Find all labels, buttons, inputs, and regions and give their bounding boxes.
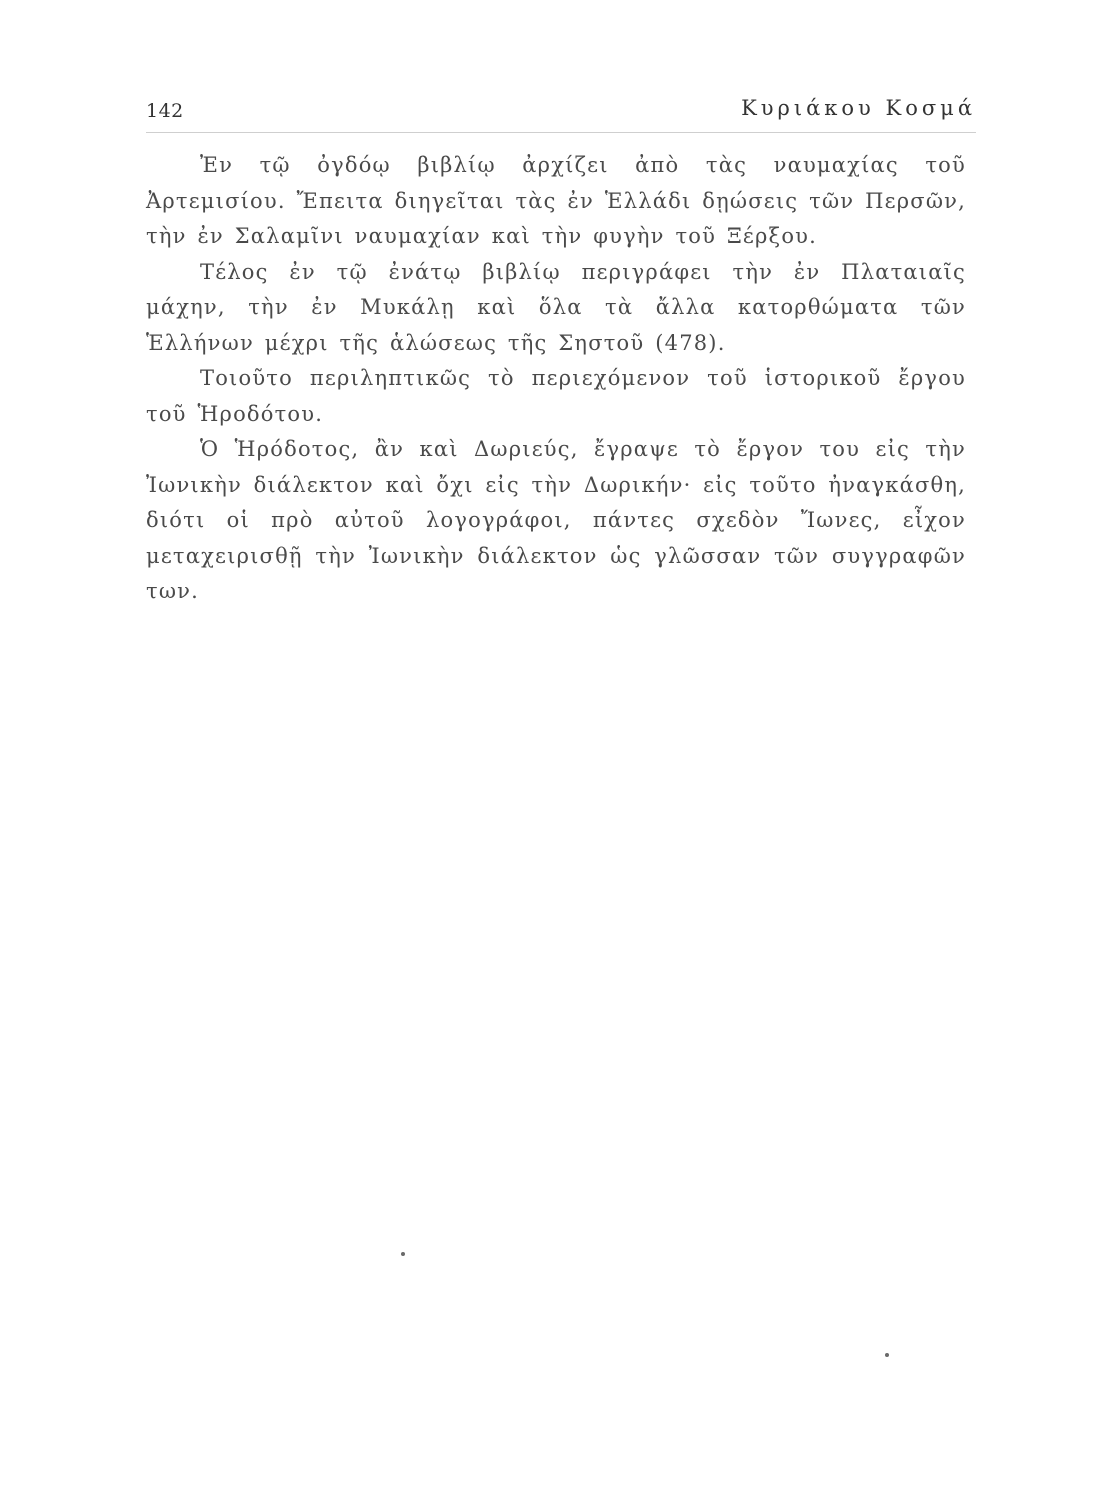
running-head: Κυριάκου Κοσμά [741,96,976,120]
page-header [146,92,976,133]
ink-speck [401,1252,405,1256]
page-number: 142 [146,100,184,122]
body-text [146,148,966,610]
paragraph-dialect: Ὁ Ἡρόδοτος, ἂν καὶ Δωριεύς, ἔγραψε τὸ ἔργον του εἰς τὴν Ἰωνικὴν διάλεκτον καὶ ὄχι εἰς τὴν Δωρικήν· εἰς τοῦτο ἠναγκάσθη, διότι οἱ πρὸ αὐτοῦ λογογράφοι, πάντες σχεδὸν Ἴωνες, εἶχον μεταχειρισθῇ τὴν Ἰωνικὴν διάλεκτον ὡς γλῶσσαν τῶν συγγραφῶν των. [146,437,966,603]
paragraph-book-nine: Τέλος ἐν τῷ ἐνάτῳ βιβλίῳ περιγράφει τὴν ἐν Πλαταιαῖς μάχην, τὴν ἐν Μυκάλῃ καὶ ὅλα τὰ ἄλλα κατορθώματα τῶν Ἑλλήνων μέχρι τῆς ἁλώσεως τῆς Σηστοῦ (478). [146,259,966,355]
paragraph-book-eight: Ἐν τῷ ὀγδόῳ βιβλίῳ ἀρχίζει ἀπὸ τὰς ναυμαχίας τοῦ Ἀρτεμισίου. Ἔπειτα διηγεῖται τὰς ἐν Ἑλλάδι δῃώσεις τῶν Περσῶν, τὴν ἐν Σαλαμῖνι ναυμαχίαν καὶ τὴν φυγὴν τοῦ Ξέρξου. [146,153,966,248]
paragraph-summary: Τοιοῦτο περιληπτικῶς τὸ περιεχόμενον τοῦ ἱστορικοῦ ἔργου τοῦ Ἡροδότου. [146,366,966,426]
ink-speck [885,1353,889,1357]
